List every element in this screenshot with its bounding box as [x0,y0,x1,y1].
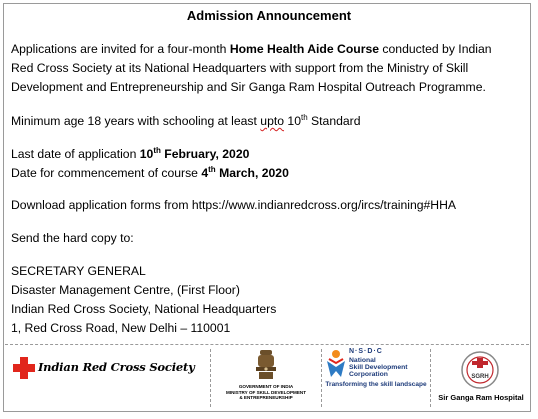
last-date-line [11,145,521,164]
intro-line-2: Red Cross Society at its National Headquarters with support from the Ministry of Skill [11,61,469,75]
start-date-day: 4 [201,166,209,180]
download-text: Download application forms from [11,198,192,212]
national-emblem-icon [254,348,278,382]
nsdc-acronym: N·S·D·C [349,348,383,355]
address-line-1: SECRETARY GENERAL [11,264,146,278]
address-block [11,262,521,338]
nsdc-figure-icon [325,349,347,379]
start-date-label: Date for commencement of course [11,166,202,180]
intro-paragraph [11,40,521,97]
send-label: Send the hard copy to: [11,231,134,245]
dates-block [11,145,521,183]
intro-line-1 [11,40,521,59]
last-date-rest: February, 2020 [160,147,250,161]
eligibility-text: Minimum age 18 years with schooling at least [11,114,261,128]
address-line-3: Indian Red Cross Society, National Headquarters [11,302,277,316]
intro-line-3: Development and Entrepreneurship and Sir Ganga Ram Hospital Outreach Programme. [11,80,486,94]
intro-text-1: Applications are invited for a four-month [11,42,230,56]
last-date-day: 10 [139,147,154,161]
red-cross-icon [13,357,35,379]
start-date-line [11,164,521,183]
nsdc-name-3: Corporation [349,371,388,378]
nsdc-name-1: National [349,357,376,364]
eligibility-line [11,112,521,131]
eligibility-suffix: Standard [307,114,361,128]
address-line-4: 1, Red Cross Road, New Delhi – 110001 [11,321,231,335]
sgrh-logo [431,345,529,410]
start-date-rest: March, 2020 [215,166,289,180]
nsdc-logo [322,345,430,410]
eligibility-upto: upto [260,114,285,128]
download-line [11,196,521,215]
last-date-label: Last date of application [11,147,140,161]
goi-line-2: MINISTRY OF SKILL DEVELOPMENT [225,389,307,395]
nsdc-name-2: Skill Development [349,364,408,371]
start-date-value [201,166,289,180]
download-url-link[interactable]: https://www.indianredcross.org/ircs/training#HHA [191,198,457,212]
goi-line-3: & ENTREPRENEURSHIP [239,395,293,400]
goi-logo [211,345,321,410]
sgrh-name: Sir Ganga Ram Hospital [438,393,524,402]
nsdc-tagline: Transforming the skill landscape [325,381,427,388]
logo-strip [5,344,529,410]
eligibility-sup: th [300,113,308,122]
sgrh-badge: SGRH [471,374,489,380]
irc-name: Indian Red Cross Society [38,360,195,374]
intro-text-2: conducted by Indian [379,42,492,56]
irc-logo [5,345,210,410]
start-date-sup: th [208,165,216,174]
eligibility-number: 10 [284,114,301,128]
hospital-seal-icon [460,350,500,390]
last-date-value [140,147,250,161]
last-date-sup: th [153,146,161,155]
goi-line-1: GOVERNMENT OF INDIA [238,384,294,389]
course-name: Home Health Aide Course [229,42,380,56]
page-title: Admission Announcement [186,8,352,23]
address-line-2: Disaster Management Centre, (First Floor) [11,283,240,297]
